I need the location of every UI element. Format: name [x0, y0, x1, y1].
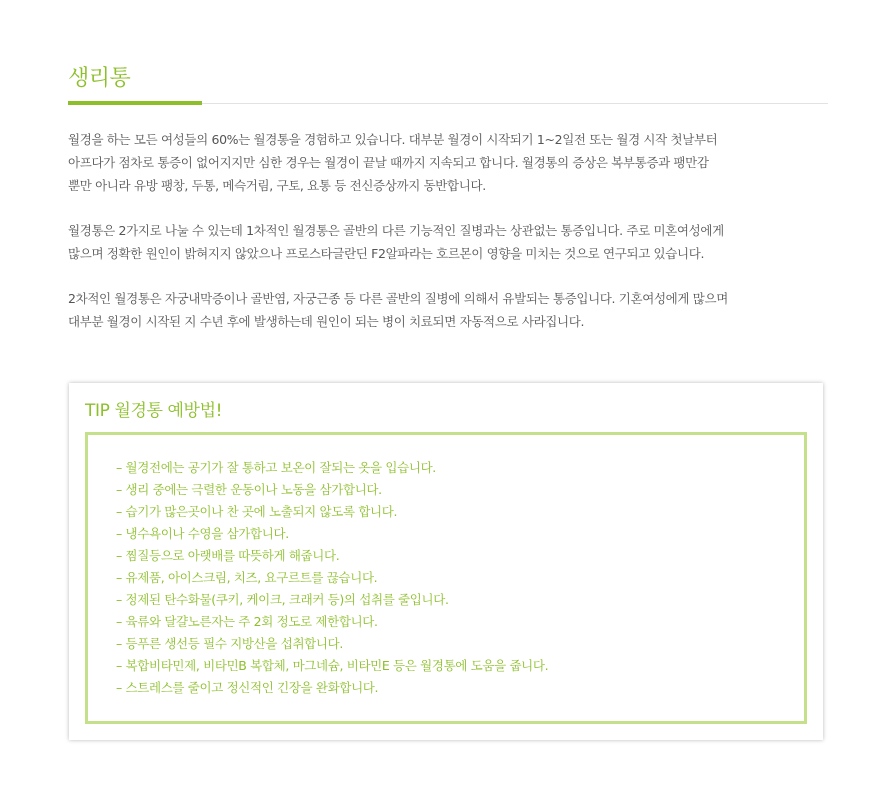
paragraph-1	[68, 128, 828, 197]
tip-item: – 육류와 달걀노른자는 주 2회 정도로 제한합니다.	[116, 614, 378, 629]
tip-item: – 등푸른 생선등 필수 지방산을 섭취합니다.	[116, 636, 343, 651]
tip-item: – 복합비타민제, 비타민B 복합체, 마그네슘, 비타민E 등은 월경통에 도움을 줍니다.	[116, 658, 549, 673]
tip-item: – 월경전에는 공기가 잘 통하고 보온이 잘되는 옷을 입습니다.	[116, 460, 436, 475]
paragraph-line: 대부분 월경이 시작된 지 수년 후에 발생하는데 원인이 되는 병이 치료되면 자동적으로 사라집니다.	[68, 314, 585, 329]
paragraph-line: 아프다가 점차로 통증이 없어지지만 심한 경우는 월경이 끝날 때까지 지속되고 합니다. 월경통의 증상은 복부통증과 팽만감	[68, 155, 709, 170]
tip-box	[69, 383, 823, 740]
paragraph-line: 뿐만 아니라 유방 팽창, 두통, 메슥거림, 구토, 요통 등 전신증상까지 동반합니다.	[68, 178, 486, 193]
tip-item: – 찜질등으로 아랫배를 따뜻하게 해줍니다.	[116, 548, 340, 563]
paragraph-line: 2차적인 월경통은 자궁내막증이나 골반염, 자궁근종 등 다른 골반의 질병에 의해서 유발되는 통증입니다. 기혼여성에게 많으며	[68, 291, 728, 306]
tip-item: – 생리 중에는 극렬한 운동이나 노동을 삼가합니다.	[116, 482, 382, 497]
tip-list-frame	[85, 432, 807, 724]
tip-item: – 스트레스를 줄이고 정신적인 긴장을 완화합니다.	[116, 680, 379, 695]
title-accent-underline	[68, 101, 202, 105]
paragraph-line: 월경통은 2가지로 나눌 수 있는데 1차적인 월경통은 골반의 다른 기능적인 질병과는 상관없는 통증입니다. 주로 미혼여성에게	[68, 223, 724, 238]
tip-item: – 유제품, 아이스크림, 치즈, 요구르트를 끊습니다.	[116, 570, 378, 585]
page-title: 생리통	[68, 66, 131, 91]
paragraph-line: 많으며 정확한 원인이 밝혀지지 않았으나 프로스타글란딘 F2알파라는 호르몬이 영향을 미치는 것으로 연구되고 있습니다.	[68, 246, 705, 261]
paragraph-2	[68, 219, 828, 265]
section-header	[68, 63, 828, 105]
tip-list	[116, 457, 548, 699]
tip-item: – 습기가 많은곳이나 찬 곳에 노출되지 않도록 합니다.	[116, 504, 398, 519]
paragraph-line: 월경을 하는 모든 여성들의 60%는 월경통을 경험하고 있습니다. 대부분 월경이 시작되기 1~2일전 또는 월경 시작 첫날부터	[68, 132, 718, 147]
tip-item: – 냉수욕이나 수영을 삼가합니다.	[116, 526, 289, 541]
article-body	[68, 128, 828, 355]
tip-item: – 정제된 탄수화물(쿠키, 케이크, 크래커 등)의 섭취를 줄입니다.	[116, 592, 449, 607]
paragraph-3	[68, 287, 828, 333]
tip-title: TIP 월경통 예방법!	[85, 401, 223, 421]
